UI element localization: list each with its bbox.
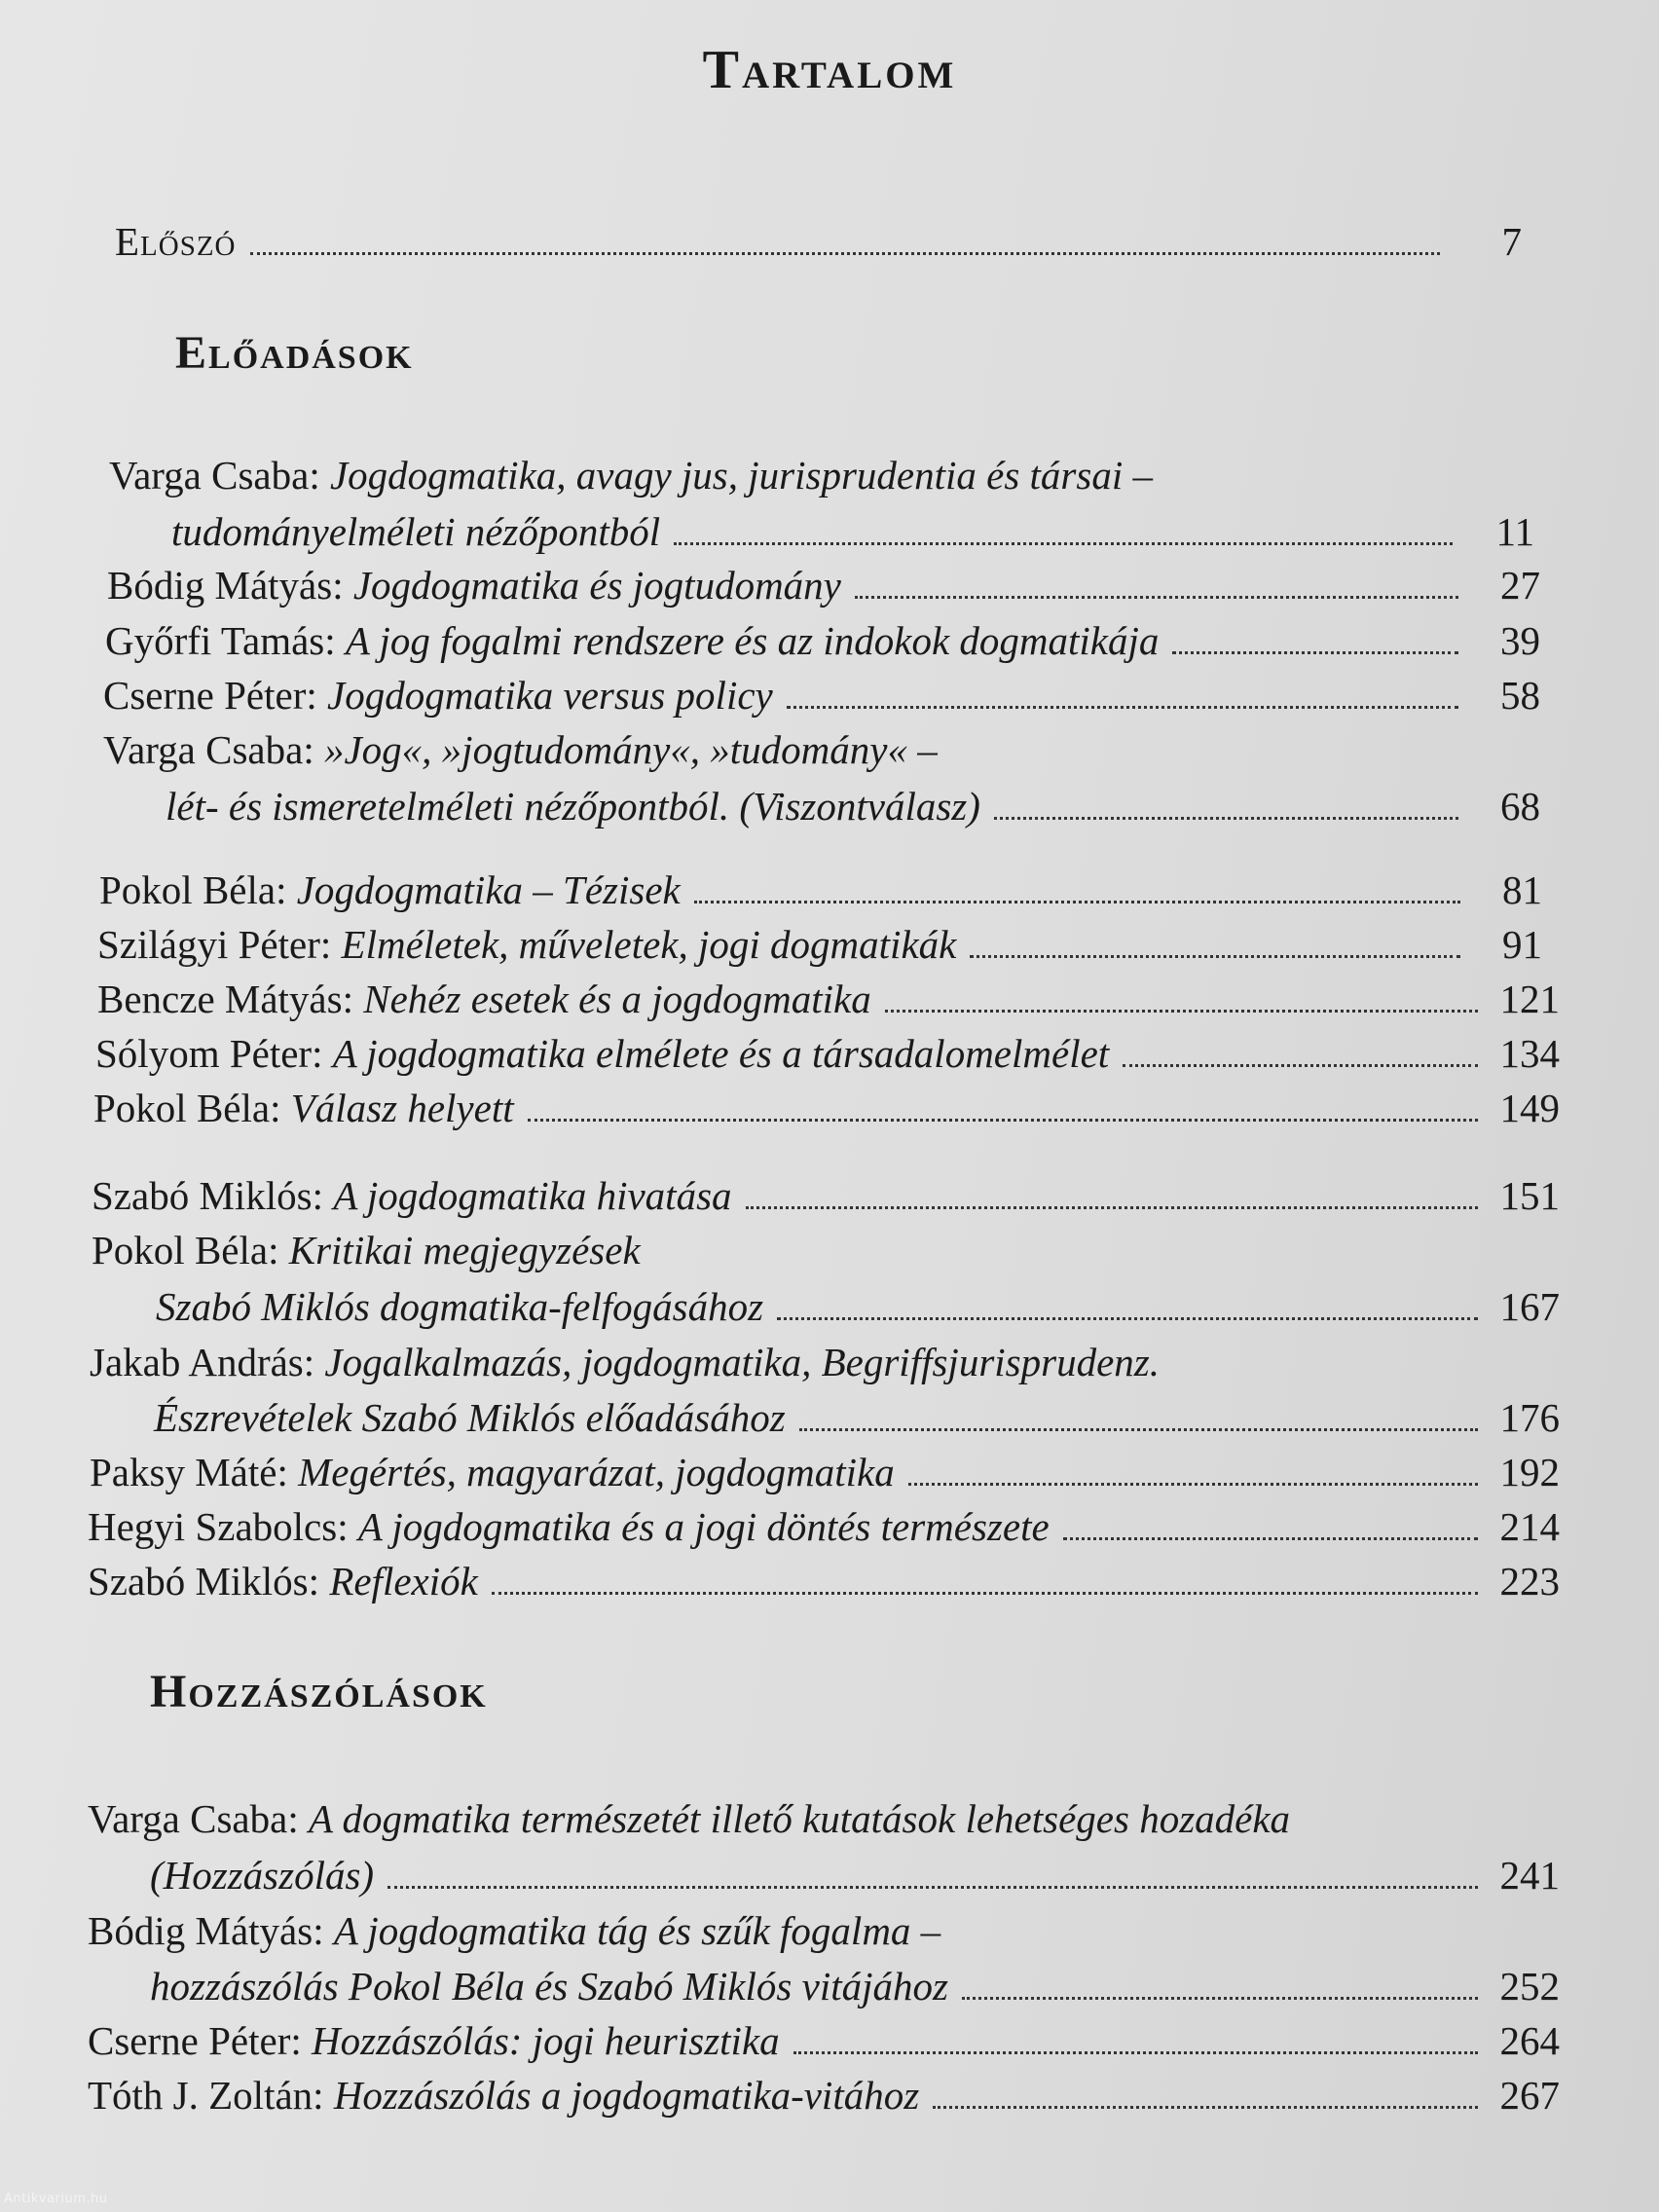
author: Bódig Mátyás — [88, 1908, 313, 1953]
page-number: 91 — [1502, 922, 1542, 967]
toc-entry: Tóth J. Zoltán : Hozzászólás a jogdogmatika-vitához 267 — [88, 2068, 1560, 2122]
dot-leader — [855, 596, 1458, 599]
toc-entry-continuation — [156, 1279, 1560, 1334]
page-number: 223 — [1499, 1559, 1560, 1604]
work-title-line2: Szabó Miklós dogmatika-felfogásához — [156, 1284, 764, 1329]
work-title-line2: Észrevételek Szabó Miklós előadásához — [154, 1395, 786, 1440]
toc-entry: Győrfi Tamás : A jog fogalmi rendszere és az indokok dogmatikája 39 — [105, 613, 1540, 668]
watermark: Antikvarium.hu — [4, 2192, 108, 2206]
page-number: 58 — [1500, 673, 1540, 718]
toc-entry: Varga Csaba: A dogmatika természetét illető kutatások lehetséges hozadéka — [88, 1796, 1291, 1841]
toc-entry: Cserne Péter : Jogdogmatika versus policy 58 — [103, 668, 1540, 722]
toc-entry: Cserne Péter : Hozzászólás: jogi heurisztika 264 — [88, 2013, 1560, 2068]
author: Szilágyi Péter — [97, 922, 320, 967]
page-number: 267 — [1499, 2073, 1560, 2118]
author: Pokol Béla — [93, 1086, 271, 1130]
page-title: Tartalom — [702, 40, 957, 100]
toc-entry-foreword — [115, 214, 1522, 269]
toc-entry-continuation — [150, 1959, 1560, 2013]
page-number: 167 — [1499, 1284, 1560, 1329]
work-title: A jogdogmatika és a jogi döntés természete — [357, 1504, 1050, 1549]
toc-entry: Varga Csaba: »Jog«, »jogtudomány«, »tudomány« – — [103, 727, 938, 772]
author: Cserne Péter — [88, 2018, 291, 2063]
work-title-line1: A dogmatika természetét illető kutatások lehetséges hozadéka — [308, 1796, 1291, 1841]
page-number: 39 — [1500, 618, 1540, 663]
author: Cserne Péter — [103, 673, 307, 718]
dot-leader — [250, 252, 1441, 255]
toc-entry: Bódig Mátyás: A jogdogmatika tág és szűk fogalma – — [88, 1908, 941, 1953]
dot-leader — [1063, 1537, 1478, 1540]
section-heading-lectures: Előadások — [175, 327, 414, 379]
work-title: Jogdogmatika versus policy — [327, 673, 773, 718]
work-title: Jogdogmatika – Tézisek — [296, 867, 681, 912]
work-title: Elméletek, műveletek, jogi dogmatikák — [341, 922, 957, 967]
work-title: A jogdogmatika hivatása — [333, 1173, 732, 1218]
work-title: Nehéz esetek és a jogdogmatika — [363, 977, 871, 1021]
work-title: Megértés, magyarázat, jogdogmatika — [298, 1450, 895, 1494]
work-title-line2: lét- és ismeretelméleti nézőpontból. (Viszontválasz) — [166, 784, 980, 829]
author: Bódig Mátyás — [107, 563, 333, 608]
page-number: 27 — [1500, 563, 1540, 608]
work-title-line1: »Jog«, »jogtudomány«, »tudomány« – — [323, 727, 938, 772]
toc-entry: Pokol Béla: Kritikai megjegyzések — [92, 1228, 641, 1272]
toc-entry: Paksy Máté : Megértés, magyarázat, jogdogmatika 192 — [90, 1445, 1560, 1499]
toc-entry: Jakab András: Jogalkalmazás, jogdogmatika, Begriffsjurisprudenz. — [90, 1340, 1160, 1384]
toc-entry: Szabó Miklós : Reflexiók 223 — [88, 1554, 1560, 1608]
page-number: 81 — [1502, 867, 1542, 912]
foreword-label: Előszó — [115, 219, 237, 264]
dot-leader — [694, 901, 1460, 903]
work-title-line1: Kritikai megjegyzések — [288, 1228, 641, 1272]
work-title: A jog fogalmi rendszere és az indokok dogmatikája — [345, 618, 1160, 663]
toc-entry-continuation — [166, 779, 1540, 833]
page-number: 68 — [1500, 784, 1540, 829]
author: Szabó Miklós — [88, 1559, 309, 1604]
toc-entry-continuation — [150, 1848, 1560, 1902]
page-number: 149 — [1499, 1086, 1560, 1130]
page-number: 252 — [1499, 1964, 1560, 2009]
toc-entry: Pokol Béla : Jogdogmatika – Tézisek 81 — [99, 863, 1542, 917]
work-title-line2: hozzászólás Pokol Béla és Szabó Miklós vitájához — [150, 1964, 948, 2009]
author: Szabó Miklós — [92, 1173, 313, 1218]
toc-entry: Pokol Béla : Válasz helyett 149 — [93, 1081, 1560, 1135]
author: Varga Csaba — [88, 1796, 288, 1841]
work-title: A jogdogmatika elmélete és a társadalomelmélet — [332, 1031, 1110, 1076]
page-number: 264 — [1499, 2018, 1560, 2063]
page-number: 192 — [1499, 1450, 1560, 1494]
author: Varga Csaba — [109, 453, 310, 498]
author: Bencze Mátyás — [97, 977, 343, 1021]
author: Pokol Béla — [92, 1228, 269, 1272]
dot-leader — [787, 706, 1458, 709]
dot-leader — [528, 1119, 1478, 1122]
work-title: Hozzászólás a jogdogmatika-vitához — [333, 2073, 920, 2118]
dot-leader — [799, 1428, 1478, 1431]
page-number: 214 — [1499, 1504, 1560, 1549]
dot-leader — [994, 817, 1458, 820]
work-title: Válasz helyett — [290, 1086, 514, 1130]
author: Hegyi Szabolcs — [88, 1504, 338, 1549]
toc-entry: Sólyom Péter : A jogdogmatika elmélete és a társadalomelmélet 134 — [95, 1026, 1560, 1081]
toc-entry: Bódig Mátyás : Jogdogmatika és jogtudomány 27 — [107, 558, 1540, 612]
toc-entry: Hegyi Szabolcs : A jogdogmatika és a jogi döntés természete 214 — [88, 1499, 1560, 1554]
section-heading-comments: Hozzászólások — [150, 1666, 488, 1717]
work-title-line1: Jogalkalmazás, jogdogmatika, Begriffsjurisprudenz. — [324, 1340, 1160, 1384]
toc-entry: Szabó Miklós : A jogdogmatika hivatása 151 — [92, 1168, 1560, 1223]
dot-leader — [777, 1317, 1478, 1320]
page-number: 241 — [1499, 1853, 1560, 1898]
work-title: Hozzászólás: jogi heurisztika — [312, 2018, 780, 2063]
dot-leader — [387, 1886, 1478, 1889]
dot-leader — [962, 1997, 1478, 2000]
author: Tóth J. Zoltán — [88, 2073, 313, 2118]
author: Varga Csaba — [103, 727, 304, 772]
dot-leader — [933, 2106, 1478, 2109]
work-title-line2: tudományelméleti nézőpontból — [171, 509, 661, 554]
dot-leader — [674, 542, 1453, 545]
toc-entry: Szilágyi Péter : Elméletek, műveletek, jogi dogmatikák 91 — [97, 917, 1542, 972]
page-number: 176 — [1499, 1395, 1560, 1440]
toc-entry-continuation — [154, 1390, 1560, 1445]
toc-entry: Bencze Mátyás : Nehéz esetek és a jogdogmatika 121 — [97, 972, 1560, 1026]
page-number: 7 — [1501, 219, 1522, 264]
work-title: Jogdogmatika és jogtudomány — [352, 563, 841, 608]
author: Pokol Béla — [99, 867, 276, 912]
dot-leader — [746, 1206, 1478, 1209]
author: Jakab András — [90, 1340, 304, 1384]
dot-leader — [908, 1483, 1478, 1486]
page-number: 151 — [1499, 1173, 1560, 1218]
work-title: Reflexiók — [329, 1559, 478, 1604]
page-number: 121 — [1499, 977, 1560, 1021]
dot-leader — [885, 1010, 1478, 1013]
toc-entry-continuation — [171, 504, 1534, 559]
work-title-line1: Jogdogmatika, avagy jus, jurisprudentia és társai – — [329, 453, 1153, 498]
page-number: 11 — [1495, 509, 1534, 554]
dot-leader — [1172, 651, 1458, 654]
dot-leader — [970, 955, 1460, 958]
dot-leader — [793, 2051, 1478, 2054]
page-number: 134 — [1499, 1031, 1560, 1076]
dot-leader — [1123, 1064, 1478, 1067]
dot-leader — [492, 1592, 1478, 1595]
author: Győrfi Tamás — [105, 618, 325, 663]
work-title-line1: A jogdogmatika tág és szűk fogalma – — [333, 1908, 941, 1953]
author: Sólyom Péter — [95, 1031, 313, 1076]
toc-entry: Varga Csaba: Jogdogmatika, avagy jus, jurisprudentia és társai – — [109, 453, 1153, 498]
work-title-line2: (Hozzászólás) — [150, 1853, 375, 1898]
author: Paksy Máté — [90, 1450, 277, 1494]
